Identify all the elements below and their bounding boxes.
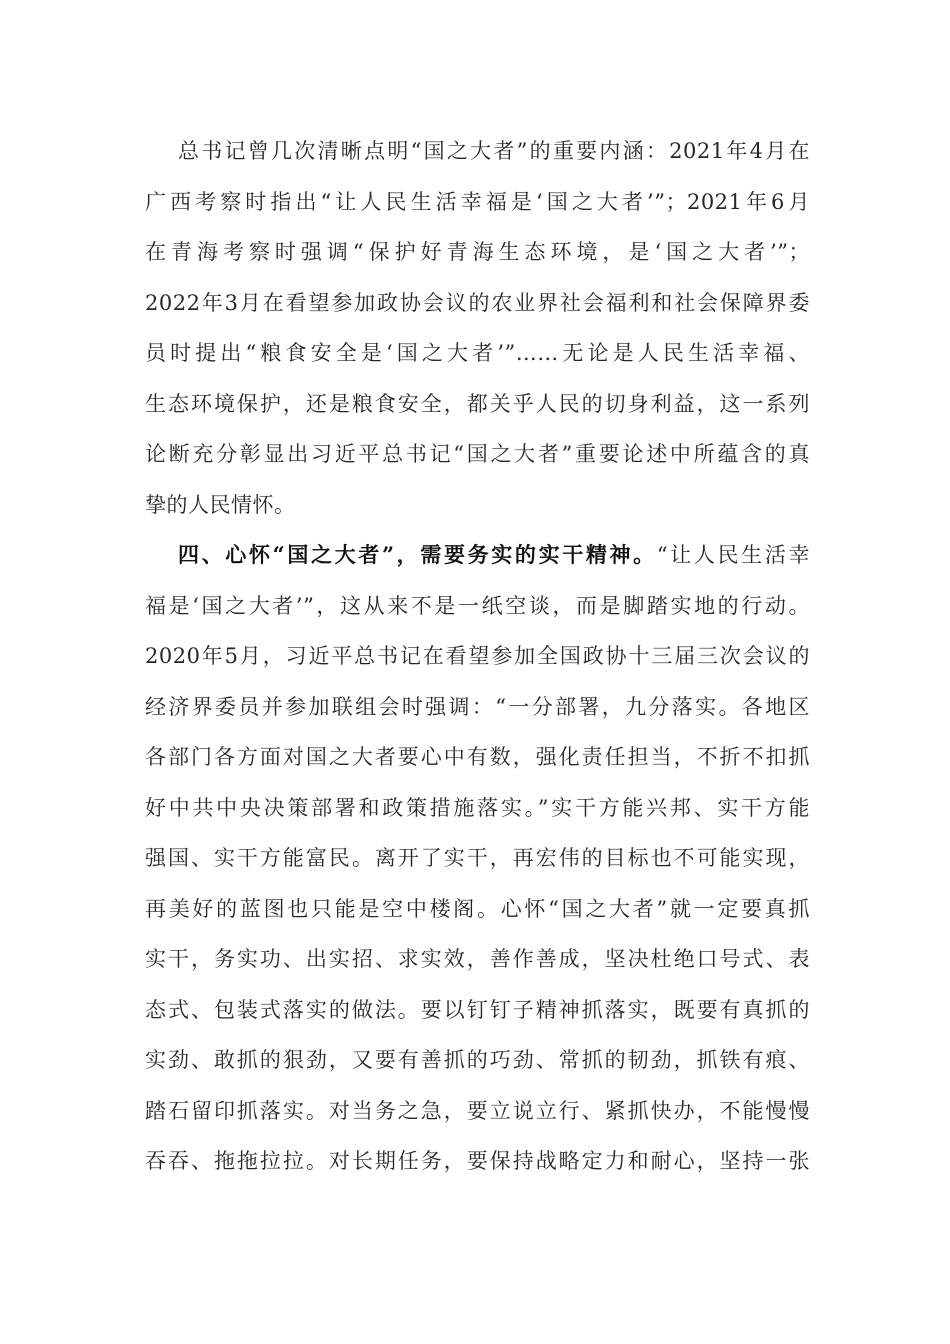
paragraph-2-line-13: 吞吞、拖拖拉拉。对长期任务，要保持战略定力和耐心，坚持一张 (145, 1149, 810, 1173)
paragraph-1-line-3: 在青海考察时强调“保护好青海生态环境，是‘国之大者’”； (145, 240, 810, 264)
paragraph-2-line-11: 实劲、敢抓的狠劲，又要有善抓的巧劲、常抓的韧劲，抓铁有痕、 (145, 1048, 810, 1072)
paragraph-2-line-10: 态式、包装式落实的做法。要以钉钉子精神抓落实，既要有真抓的 (145, 998, 810, 1022)
paragraph-2-line-12: 踏石留印抓落实。对当务之急，要立说立行、紧抓快办，不能慢慢 (145, 1099, 810, 1123)
paragraph-1-line-2: 广西考察时指出“让人民生活幸福是‘国之大者’”；2021年6月 (145, 190, 810, 214)
paragraph-2-line-3: 2020年5月，习近平总书记在看望参加全国政协十三届三次会议的 (145, 644, 810, 668)
section-heading: 四、心怀“国之大者”，需要务实的实干精神。 (178, 542, 657, 567)
paragraph-1-line-6: 生态环境保护，还是粮食安全，都关乎人民的切身利益，这一系列 (145, 392, 810, 416)
paragraph-2-line-5: 各部门各方面对国之大者要心中有数，强化责任担当，不折不扣抓 (145, 745, 810, 769)
section-heading-continuation: “让人民生活幸 (656, 543, 810, 567)
paragraph-2-line-8: 再美好的蓝图也只能是空中楼阁。心怀“国之大者”就一定要真抓 (145, 897, 810, 921)
paragraph-1-line-5: 员时提出“粮食安全是‘国之大者’”……无论是人民生活幸福、 (145, 341, 810, 365)
paragraph-2-line-2: 福是‘国之大者’”，这从来不是一纸空谈，而是脚踏实地的行动。 (145, 594, 810, 618)
paragraph-1-line-1: 总书记曾几次清晰点明“国之大者”的重要内涵：2021年4月在 (178, 139, 810, 163)
paragraph-2-line-9: 实干，务实功、出实招、求实效，善作善成，坚决杜绝口号式、表 (145, 947, 810, 971)
paragraph-2-line-7: 强国、实干方能富民。离开了实干，再宏伟的目标也不可能实现， (145, 846, 810, 870)
paragraph-1-line-7: 论断充分彰显出习近平总书记“国之大者”重要论述中所蕴含的真 (145, 442, 810, 466)
paragraph-1-line-4: 2022年3月在看望参加政协会议的农业界社会福利和社会保障界委 (145, 291, 810, 315)
paragraph-1-line-8: 挚的人民情怀。 (145, 493, 296, 517)
paragraph-2-line-1 (178, 535, 810, 575)
paragraph-2-line-4: 经济界委员并参加联组会时强调：“一分部署，九分落实。各地区 (145, 695, 810, 719)
paragraph-2-line-6: 好中共中央决策部署和政策措施落实。”实干方能兴邦、实干方能 (145, 796, 810, 820)
